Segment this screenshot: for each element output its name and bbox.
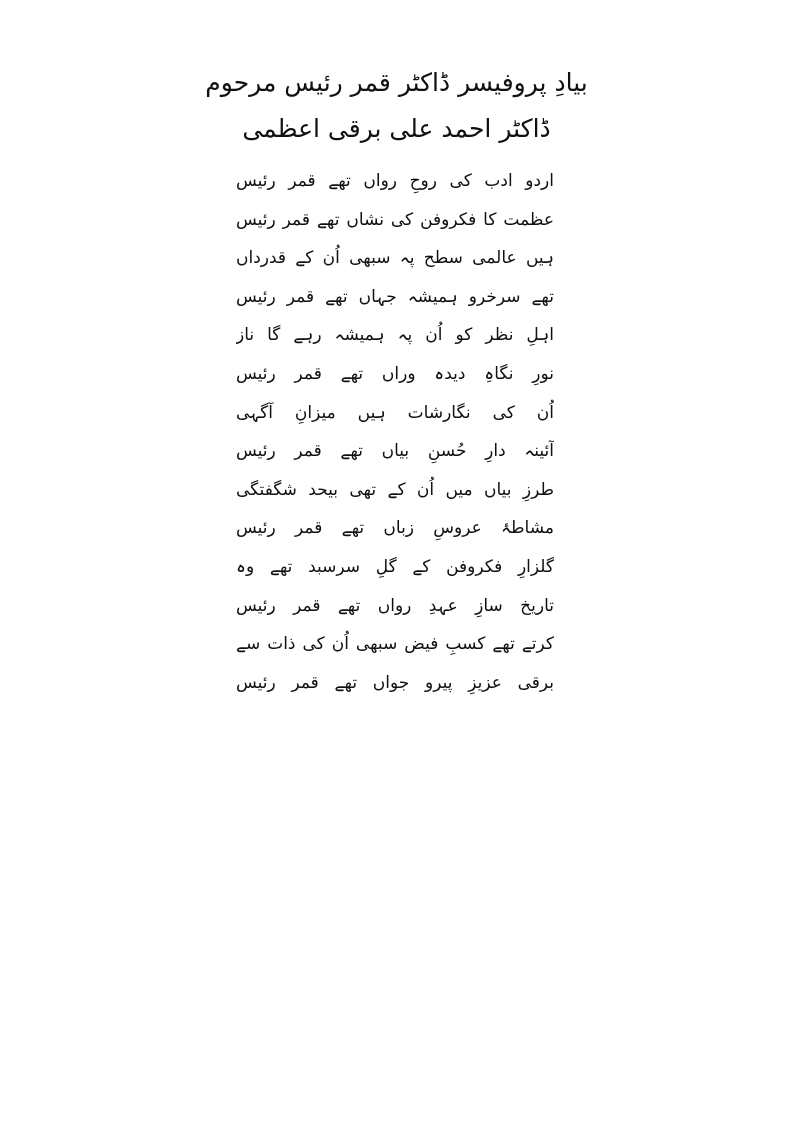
poem-title: بیادِ پروفیسر ڈاکٹر قمر رئیس مرحوم — [205, 68, 588, 97]
poem-line: گلزارِ فکروفن کے گلِ سرسبد تھے وہ — [236, 556, 554, 577]
poem-line: تاریخ سازِ عہدِ رواں تھے قمر رئیس — [236, 595, 554, 616]
poem-line: اُن کی نگارشات ہیں میزانِ آگہی — [236, 402, 554, 423]
poem-line: طرزِ بیاں میں اُن کے تھی بیحد شگفتگی — [236, 479, 554, 500]
poem-line: نورِ نگاہِ دیدہ وراں تھے قمر رئیس — [236, 363, 554, 384]
poem-line: تھے سرخرو ہمیشہ جہاں تھے قمر رئیس — [236, 286, 554, 307]
poem-line: اہلِ نظر کو اُن پہ ہمیشہ رہے گا ناز — [236, 325, 554, 346]
poem-line: ہیں عالمی سطح پہ سبھی اُن کے قدرداں — [236, 248, 554, 269]
poem-line: عظمت کا فکروفن کی نشاں تھے قمر رئیس — [236, 209, 554, 230]
poem-line: مشاطۂ عروسِ زباں تھے قمر رئیس — [236, 518, 554, 539]
poem-line: کرتے تھے کسبِ فیض سبھی اُن کی ذات سے — [236, 634, 554, 655]
poem-line: برقی عزیزِ پیرو جواں تھے قمر رئیس — [236, 672, 554, 693]
poem-line: آئینہ دارِ حُسنِ بیاں تھے قمر رئیس — [236, 441, 554, 462]
poem-line: اردو ادب کی روحِ رواں تھے قمر رئیس — [236, 171, 554, 191]
poem-author: ڈاکٹر احمد علی برقی اعظمی — [242, 114, 551, 143]
poem-body — [236, 166, 554, 706]
